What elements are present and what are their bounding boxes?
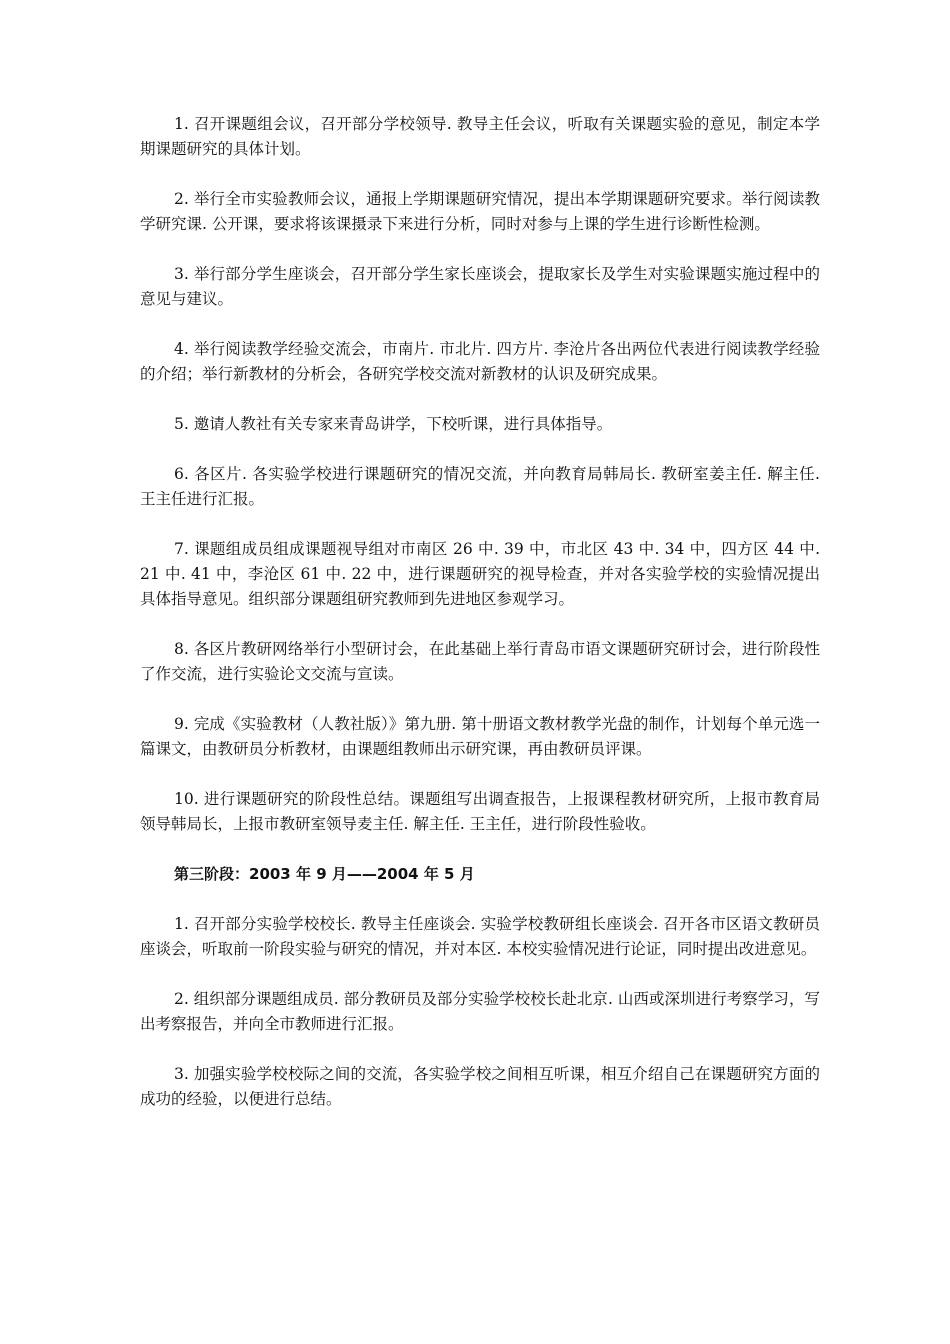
paragraph-item: 4. 举行阅读教学经验交流会，市南片. 市北片. 四方片. 李沧片各出两位代表进行阅读教学经验的介绍；举行新教材的分析会，各研究学校交流对新教材的认识及研究成果。	[140, 340, 820, 383]
paragraph-item: 3. 举行部分学生座谈会，召开部分学生家长座谈会，提取家长及学生对实验课题实施过程中的意见与建议。	[140, 265, 820, 308]
document-body	[140, 112, 820, 1137]
paragraph-item: 10. 进行课题研究的阶段性总结。课题组写出调查报告，上报课程教材研究所，上报市教育局领导韩局长，上报市教研室领导麦主任. 解主任. 王主任，进行阶段性验收。	[140, 790, 820, 833]
paragraph-item: 5. 邀请人教社有关专家来青岛讲学，下校听课，进行具体指导。	[174, 415, 613, 433]
paragraph-item: 7. 课题组成员组成课题视导组对市南区 26 中. 39 中，市北区 43 中. 34 中，四方区 44 中. 21 中. 41 中，李沧区 61 中. 22 中，进行课题研究的视导检查，并对各实验学校的实验情况提出具体指导意见。组织部分课题组研究教师到先进地区参观学习。	[140, 540, 820, 608]
paragraph-item: 6. 各区片. 各实验学校进行课题研究的情况交流，并向教育局韩局长. 教研室姜主任. 解主任. 王主任进行汇报。	[140, 465, 820, 508]
paragraph-item: 3. 加强实验学校校际之间的交流，各实验学校之间相互听课，相互介绍自己在课题研究方面的成功的经验，以便进行总结。	[140, 1065, 820, 1108]
paragraph-item: 1. 召开部分实验学校校长. 教导主任座谈会. 实验学校教研组长座谈会. 召开各市区语文教研员座谈会，听取前一阶段实验与研究的情况，并对本区. 本校实验情况进行论证，同时提出改进意见。	[140, 915, 820, 958]
paragraph-item: 2. 举行全市实验教师会议，通报上学期课题研究情况，提出本学期课题研究要求。举行阅读教学研究课. 公开课，要求将该课摄录下来进行分析，同时对参与上课的学生进行诊断性检测。	[140, 190, 820, 233]
paragraph-item: 2. 组织部分课题组成员. 部分教研员及部分实验学校校长赴北京. 山西或深圳进行考察学习，写出考察报告，并向全市教师进行汇报。	[140, 990, 820, 1033]
paragraph-item: 9. 完成《实验教材（人教社版）》第九册. 第十册语文教材教学光盘的制作，计划每个单元选一篇课文，由教研员分析教材，由课题组教师出示研究课，再由教研员评课。	[140, 715, 820, 758]
section-heading: 第三阶段：2003 年 9 月——2004 年 5 月	[174, 865, 475, 883]
paragraph-item: 8. 各区片教研网络举行小型研讨会，在此基础上举行青岛市语文课题研究研讨会，进行阶段性了作交流，进行实验论文交流与宣读。	[140, 640, 820, 683]
paragraph-item: 1. 召开课题组会议，召开部分学校领导. 教导主任会议，听取有关课题实验的意见，制定本学期课题研究的具体计划。	[140, 115, 820, 158]
